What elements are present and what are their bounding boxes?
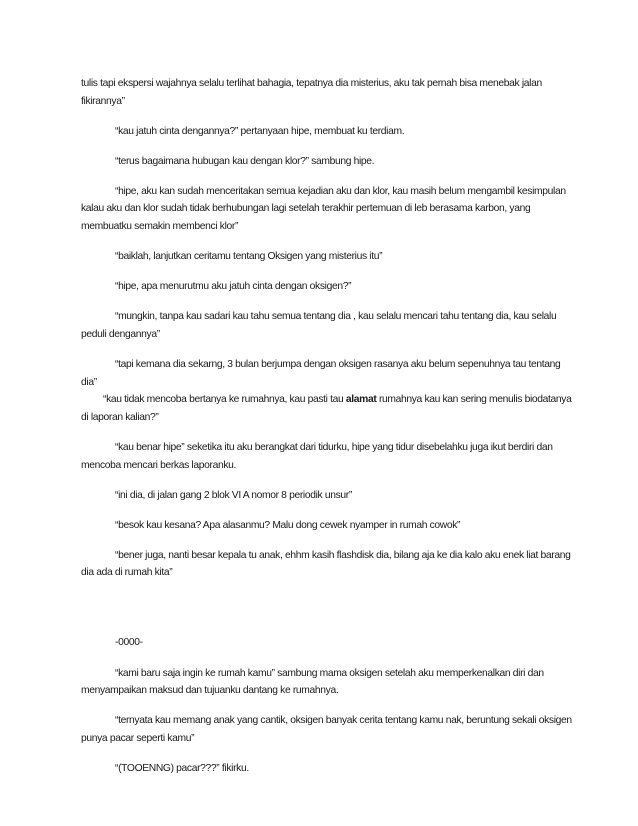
paragraph-7: “mungkin, tanpa kau sadari kau tahu semua tentang dia , kau selalu mencari tahu tentang dia, kau selalu peduli dengannya” <box>81 311 557 340</box>
paragraph-15: “ternyata kau memang anak yang cantik, oksigen banyak cerita tentang kamu nak, beruntung sekali oksigen punya pacar seperti kamu” <box>81 715 572 744</box>
section-separator: -0000- <box>115 637 143 649</box>
paragraph-9-post: rumahnya kau kan sering menulis biodatanya di laporan kalian?” <box>81 394 572 423</box>
bold-word-alamat: alamat <box>345 394 377 406</box>
paragraph-8: “tapi kemana dia sekarng, 3 bulan berjumpa dengan oksigen rasanya aku belum sepenuhnya tau tentang dia” <box>81 359 561 388</box>
paragraph-12: “besok kau kesana? Apa alasanmu? Malu dong cewek nyamper in rumah cowok” <box>115 519 461 531</box>
paragraph-2: “kau jatuh cinta dengannya?” pertanyaan hipe, membuat ku terdiam. <box>115 125 405 137</box>
paragraph-14: “kami baru saja ingin ke rumah kamu” sambung mama oksigen setelah aku memperkenalkan diri dan menyampaikan maksud dan tujuanku dantang ke rumahnya. <box>81 667 544 697</box>
blank-space <box>81 594 572 634</box>
paragraph-10: “kau benar hipe” seketika itu aku berangkat dari tidurku, hipe yang tidur disebelahku juga ikut berdiri dan mencoba mencari berkas laporanku. <box>81 441 553 471</box>
paragraph-13: “bener juga, nanti besar kepala tu anak, ehhm kasih flashdisk dia, bilang aja ke dia kalo aku enek liat barang dia ada di rumah kita” <box>81 549 571 579</box>
paragraph-11: “ini dia, di jalan gang 2 blok VI A nomor 8 periodik unsur” <box>115 489 352 501</box>
paragraph-9 <box>81 391 572 426</box>
paragraph-6: “hipe, apa menurutmu aku jatuh cinta dengan oksigen?” <box>115 281 352 293</box>
paragraph-4: “hipe, aku kan sudah menceritakan semua kejadian aku dan klor, kau masih belum mengambil kesimpulan kalau aku dan klor sudah tidak berhubungan lagi setelah terakhir pertemuan di leb berasama karbon, yang membuatku semakin membenci klor” <box>81 185 566 233</box>
paragraph-16: “(TOOENNG) pacar???” fikirku. <box>115 762 249 774</box>
paragraph-9-pre: “kau tidak mencoba bertanya ke rumahnya, kau pasti tau <box>103 394 346 406</box>
paragraph-5: “baiklah, lanjutkan ceritamu tentang Oksigen yang misterius itu” <box>115 251 383 263</box>
paragraph-1: tulis tapi ekspersi wajahnya selalu terlihat bahagia, tepatnya dia misterius, aku tak pernah bisa menebak jalan fikirannya” <box>81 78 542 107</box>
paragraph-3: “terus bagaimana hubugan kau dengan klor?” sambung hipe. <box>115 155 375 167</box>
